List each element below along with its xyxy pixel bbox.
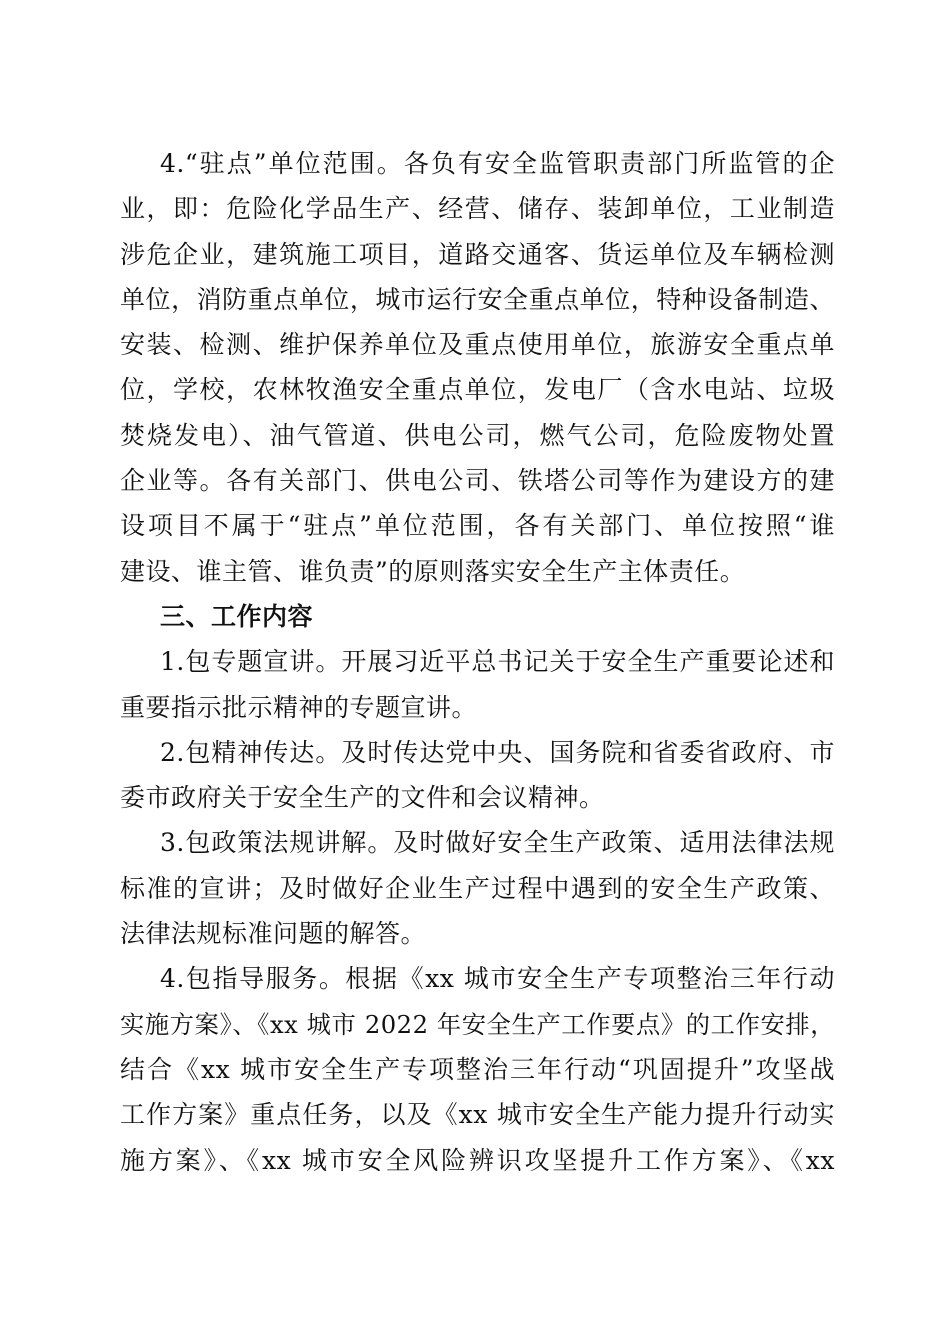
paragraph-line: 4.包指导服务。根据《xx 城市安全生产专项整治三年行动: [160, 964, 835, 994]
paragraph-line: 2.包精神传达。及时传达党中央、国务院和省委省政府、市: [160, 737, 835, 767]
paragraph-line: 重要指示批示精神的专题宣讲。: [120, 692, 478, 722]
paragraph-line: 工作方案》重点任务，以及《xx 城市安全生产能力提升行动实: [120, 1100, 835, 1130]
document-body: [120, 141, 835, 1183]
paragraph-line: 3.包政策法规讲解。及时做好安全生产政策、适用法律法规: [160, 828, 835, 858]
paragraph-line: 4.“驻点”单位范围。各负有安全监管职责部门所监管的企: [160, 149, 835, 178]
paragraph-line: 1.包专题宣讲。开展习近平总书记关于安全生产重要论述和: [160, 647, 835, 677]
paragraph-line: 安装、检测、维护保养单位及重点使用单位，旅游安全重点单: [120, 330, 835, 360]
section-heading: 三、工作内容: [160, 601, 314, 631]
paragraph-line: 实施方案》、《xx 城市 2022 年安全生产工作要点》的工作安排，: [120, 1009, 835, 1039]
paragraph-line: 焚烧发电）、油气管道、供电公司，燃气公司，危险废物处置: [120, 420, 835, 450]
paragraph-line: 委市政府关于安全生产的文件和会议精神。: [120, 783, 605, 813]
paragraph-line: 涉危企业，建筑施工项目，道路交通客、货运单位及车辆检测: [120, 239, 835, 269]
paragraph-line: 建设、谁主管、谁负责”的原则落实安全生产主体责任。: [120, 556, 746, 586]
paragraph-line: 结合《xx 城市安全生产专项整治三年行动“巩固提升”攻坚战: [120, 1054, 835, 1084]
paragraph-line: 施方案》、《xx 城市安全风险辨识攻坚提升工作方案》、《xx: [120, 1145, 835, 1175]
paragraph-line: 企业等。各有关部门、供电公司、铁塔公司等作为建设方的建: [120, 466, 835, 496]
paragraph-line: 设项目不属于“驻点”单位范围，各有关部门、单位按照“谁: [120, 511, 835, 541]
paragraph-line: 单位，消防重点单位，城市运行安全重点单位，特种设备制造、: [120, 284, 835, 314]
paragraph-line: 位，学校，农林牧渔安全重点单位，发电厂（含水电站、垃圾: [120, 375, 835, 405]
paragraph-line: 业，即：危险化学品生产、经营、储存、装卸单位，工业制造: [120, 194, 835, 224]
paragraph-line: 法律法规标准问题的解答。: [120, 919, 427, 949]
paragraph-line: 标准的宣讲；及时做好企业生产过程中遇到的安全生产政策、: [120, 873, 835, 903]
